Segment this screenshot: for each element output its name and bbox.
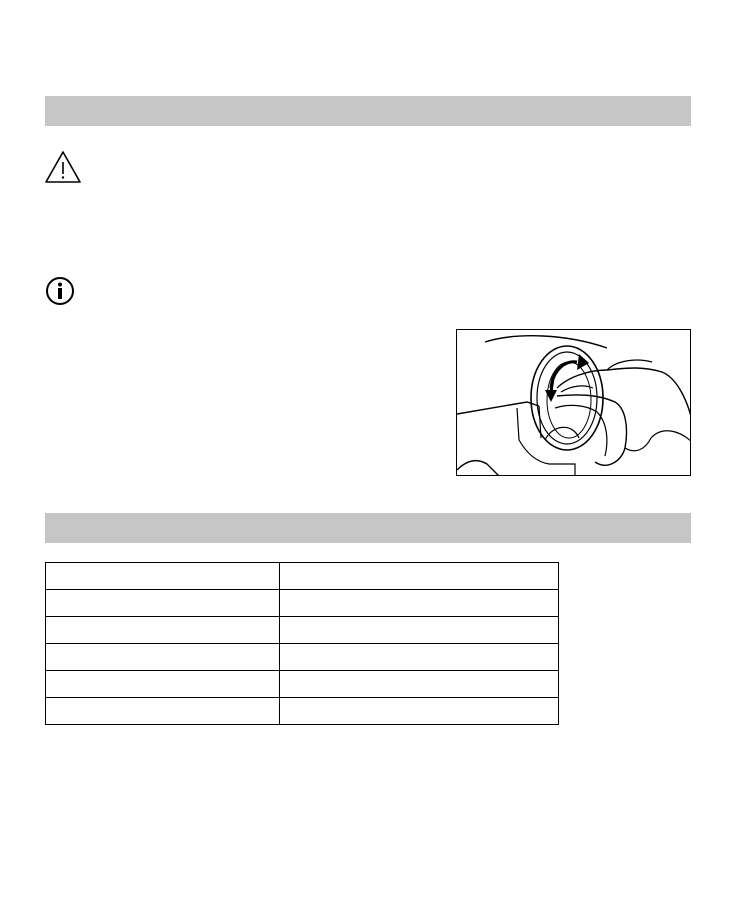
table-cell — [46, 671, 280, 698]
section-header-bar-2 — [45, 513, 691, 543]
section-header-bar-1 — [45, 96, 691, 126]
warning-icon — [44, 150, 82, 184]
info-icon — [45, 276, 75, 306]
table-cell — [280, 644, 559, 671]
table-row — [46, 644, 559, 671]
table-cell — [46, 590, 280, 617]
table-row — [46, 590, 559, 617]
table-cell — [280, 590, 559, 617]
table-cell — [280, 671, 559, 698]
spec-table — [45, 562, 559, 725]
table-cell — [280, 617, 559, 644]
table-cell — [46, 698, 280, 725]
table-cell — [46, 644, 280, 671]
table-cell — [280, 563, 559, 590]
knob-adjustment-illustration — [456, 329, 691, 476]
hand-turning-knob-icon — [457, 330, 691, 476]
table-cell — [280, 698, 559, 725]
table-cell — [46, 617, 280, 644]
table-row — [46, 698, 559, 725]
table-row — [46, 617, 559, 644]
table-row — [46, 671, 559, 698]
table-row — [46, 563, 559, 590]
table-cell — [46, 563, 280, 590]
